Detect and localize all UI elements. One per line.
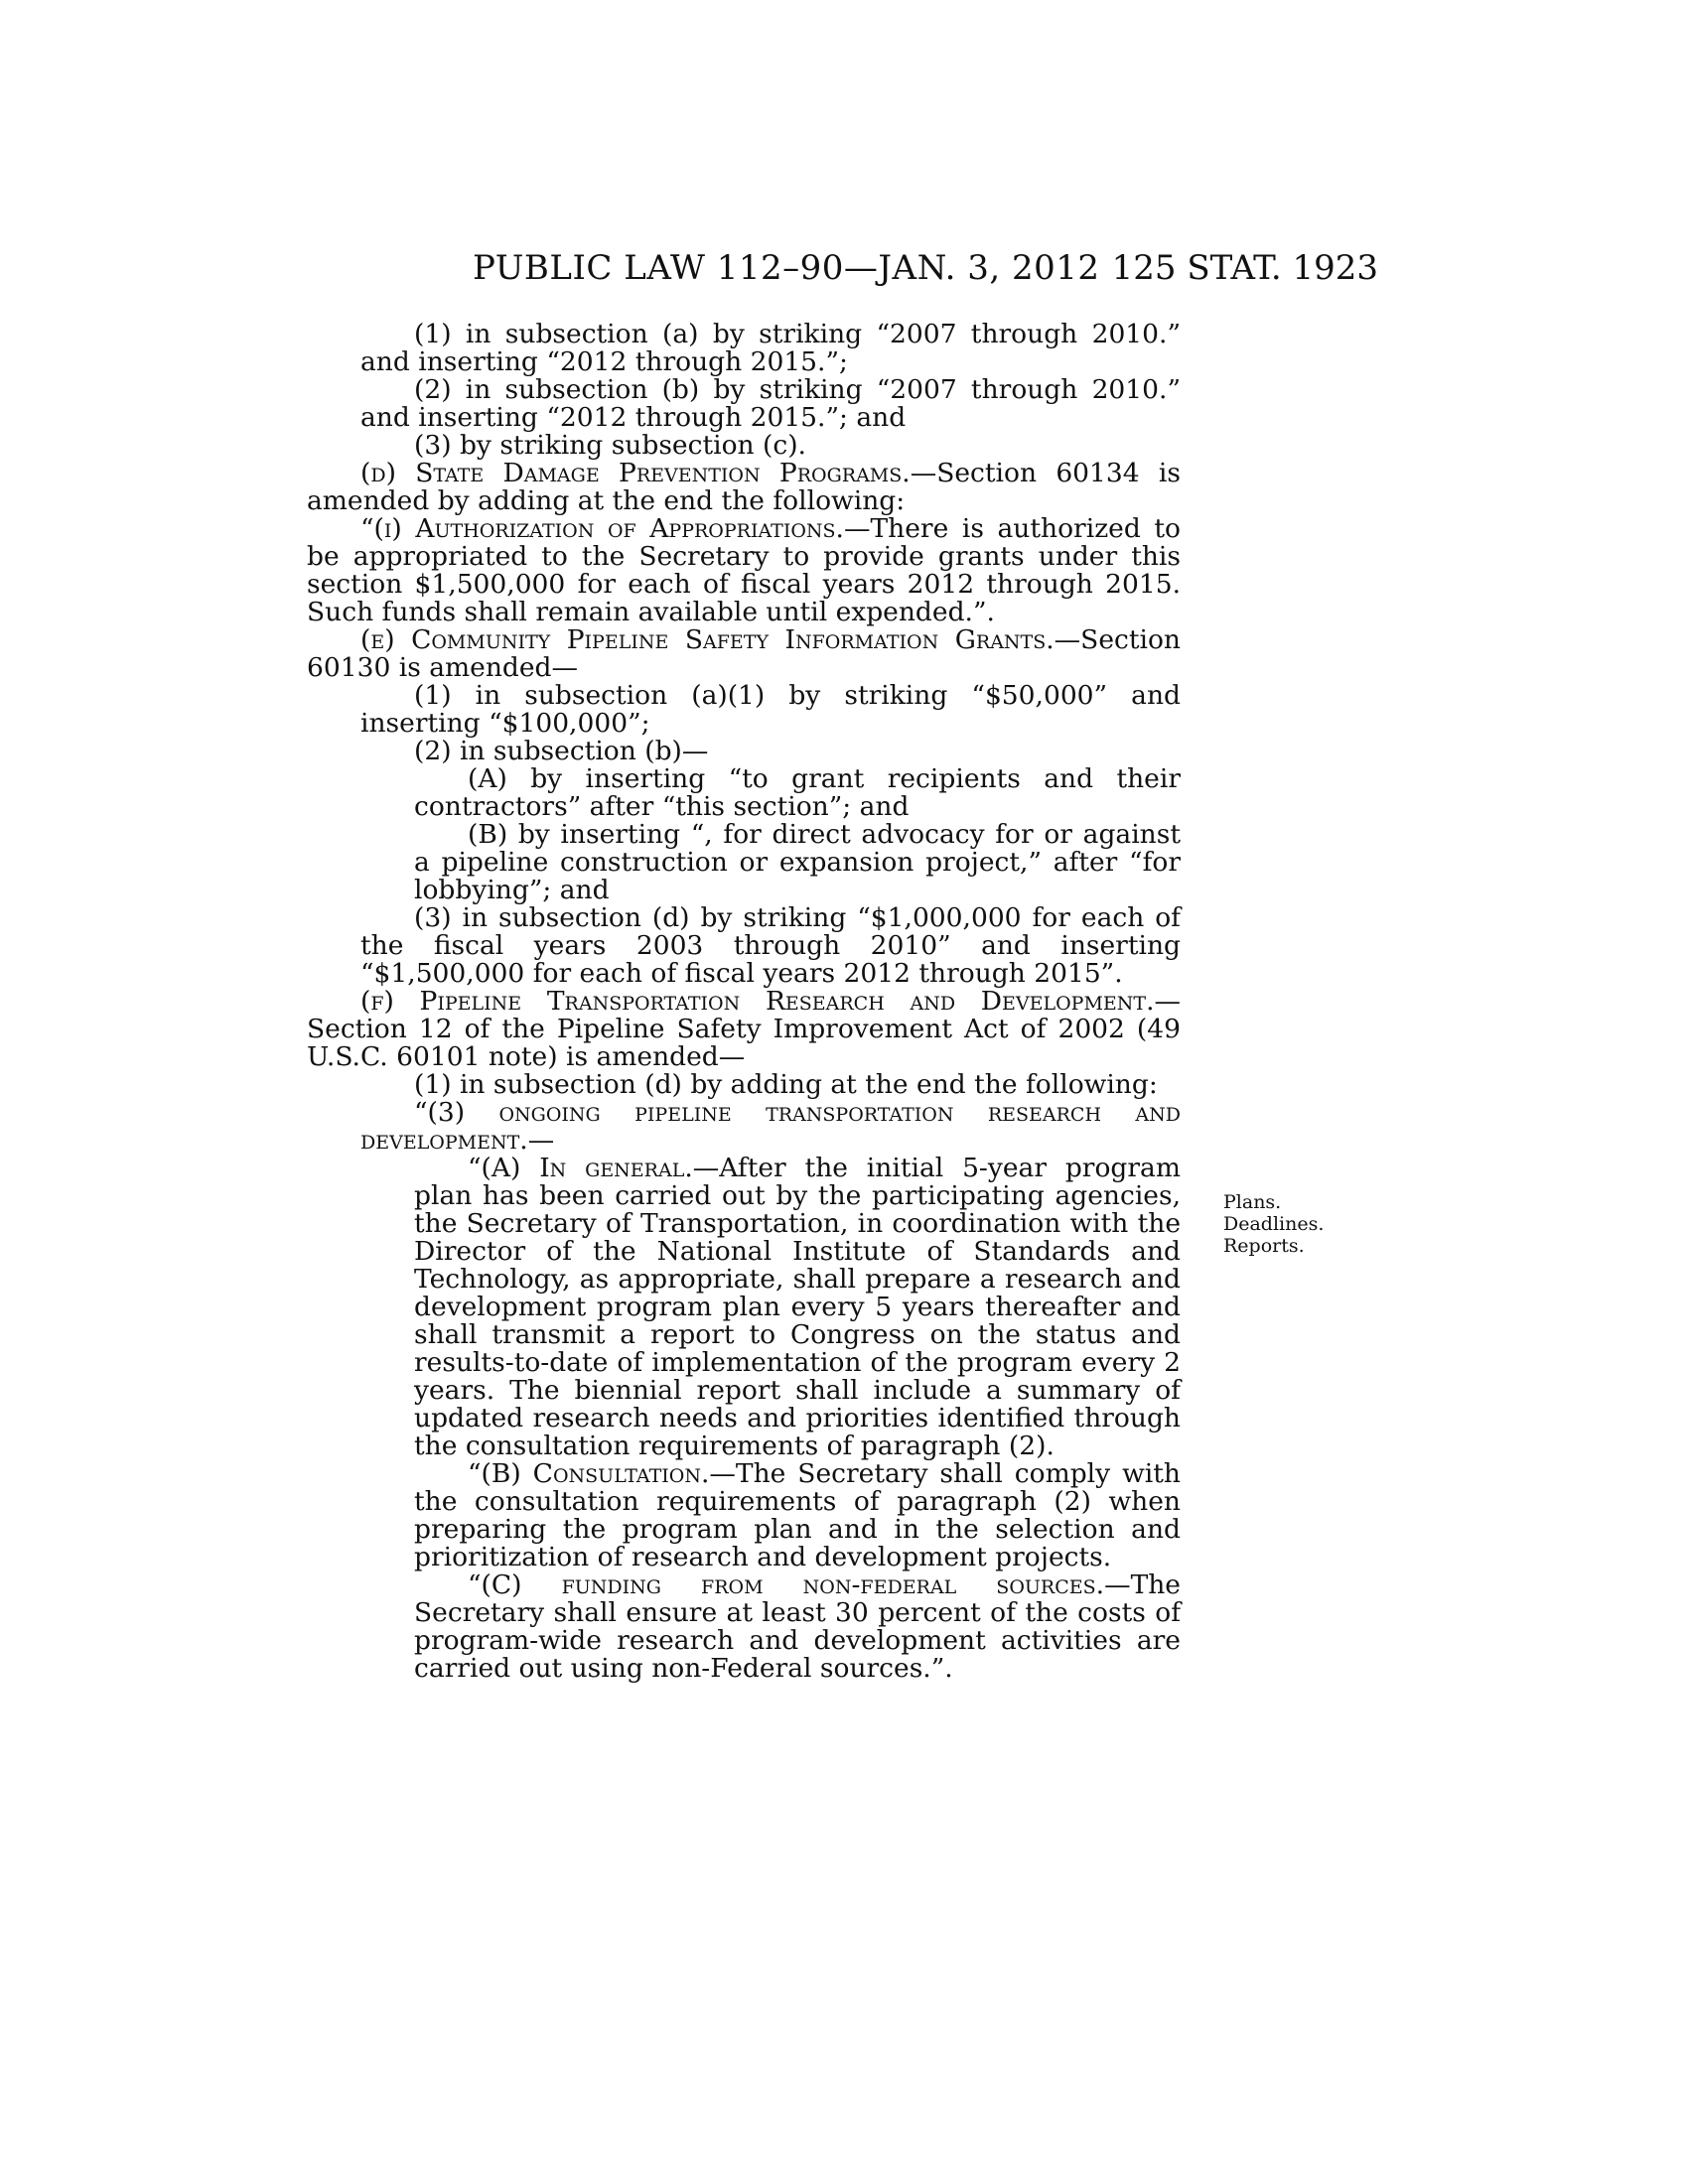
section-paragraph: (d) State Damage Prevention Programs.—Section 60134 is amended by adding at the end the following: <box>307 458 1181 516</box>
paragraph: (1) in subsection (a)(1) by striking “$50,000” and inserting “$100,000”; <box>360 680 1181 739</box>
subparagraph: “(C) funding from non-federal sources.—The Secretary shall ensure at least 30 percent of the costs of program-wide research and development activities are carried out using non-Federal sources.”. <box>414 1570 1181 1684</box>
paragraph: (3) in subsection (d) by striking “$1,000,000 for each of the fiscal years 2003 through 2010” and inserting “$1,500,000 for each of fiscal years 2012 through 2015”. <box>360 902 1181 989</box>
paragraph: (1) in subsection (d) by adding at the end the following: <box>414 1069 1158 1100</box>
section-paragraph: (f) Pipeline Transportation Research and Development.—Section 12 of the Pipeline Safety Improvement Act of 2002 (49 U.S.C. 60101 note) is amended— <box>307 986 1181 1072</box>
subparagraph: (A) by inserting “to grant recipients and their contractors” after “this section”; and <box>414 763 1181 822</box>
section-paragraph: (e) Community Pipeline Safety Information Grants.—Section 60130 is amended— <box>307 624 1181 683</box>
page-header <box>0 248 1688 298</box>
paragraph: (2) in subsection (b)— <box>414 736 709 766</box>
paragraph: (1) in subsection (a) by striking “2007 through 2010.” and inserting “2012 through 2015.”; <box>360 319 1181 377</box>
paragraph: (3) by striking subsection (c). <box>414 430 806 461</box>
margin-note-item: Plans. <box>1223 1191 1282 1213</box>
margin-note <box>1223 1191 1324 1257</box>
section-paragraph: “(i) Authorization of Appropriations.—There is authorized to be appropriated to the Secretary to provide grants under this section $1,500,000 for each of fiscal years 2012 through 2015. Such funds shall remain available until expended.”. <box>307 513 1181 627</box>
document-body <box>307 321 1181 1683</box>
section-heading: (e) Community Pipeline Safety Information Grants. <box>360 624 1055 655</box>
section-heading: “(3) ongoing pipeline transportation research and development. <box>360 1097 1181 1156</box>
header-stat-citation: 125 STAT. 1923 <box>1111 248 1378 288</box>
subparagraph: “(B) Consultation.—The Secretary shall comply with the consultation requirements of paragraph (2) when preparing the program plan and in the selection and prioritization of research and development projects. <box>414 1458 1181 1572</box>
margin-note-item: Deadlines. <box>1223 1213 1325 1235</box>
subparagraph: “(A) In general.—After the initial 5-year program plan has been carried out by the participating agencies, the Secretary of Transportation, in coordination with the Director of the National Institute of Standards and Technology, as appropriate, shall prepare a research and development program plan every 5 years thereafter and shall transmit a report to Congress on the status and results-to-date of implementation of the program every 2 years. The biennial report shall include a summary of updated research needs and priorities identified through the consultation requirements of paragraph (2). <box>414 1153 1181 1461</box>
section-heading: “(i) Authorization of Appropriations. <box>360 513 844 544</box>
section-heading: (d) State Damage Prevention Programs. <box>360 458 911 488</box>
section-heading: “(B) Consultation. <box>468 1458 710 1489</box>
paragraph: “(3) ongoing pipeline transportation research and development.— <box>360 1097 1181 1156</box>
subparagraph: (B) by inserting “, for direct advocacy for or against a pipeline construction or expansion project,” after “for lobbying”; and <box>414 819 1181 905</box>
section-heading: “(A) In general. <box>468 1153 693 1183</box>
section-heading: “(C) funding from non-federal sources. <box>468 1570 1105 1600</box>
paragraph: (2) in subsection (b) by striking “2007 through 2010.” and inserting “2012 through 2015.”; and <box>360 374 1181 433</box>
margin-note-item: Reports. <box>1223 1235 1305 1257</box>
section-heading: (f) Pipeline Transportation Research and Development. <box>360 986 1155 1017</box>
header-title: PUBLIC LAW 112–90—JAN. 3, 2012 <box>473 248 1100 288</box>
